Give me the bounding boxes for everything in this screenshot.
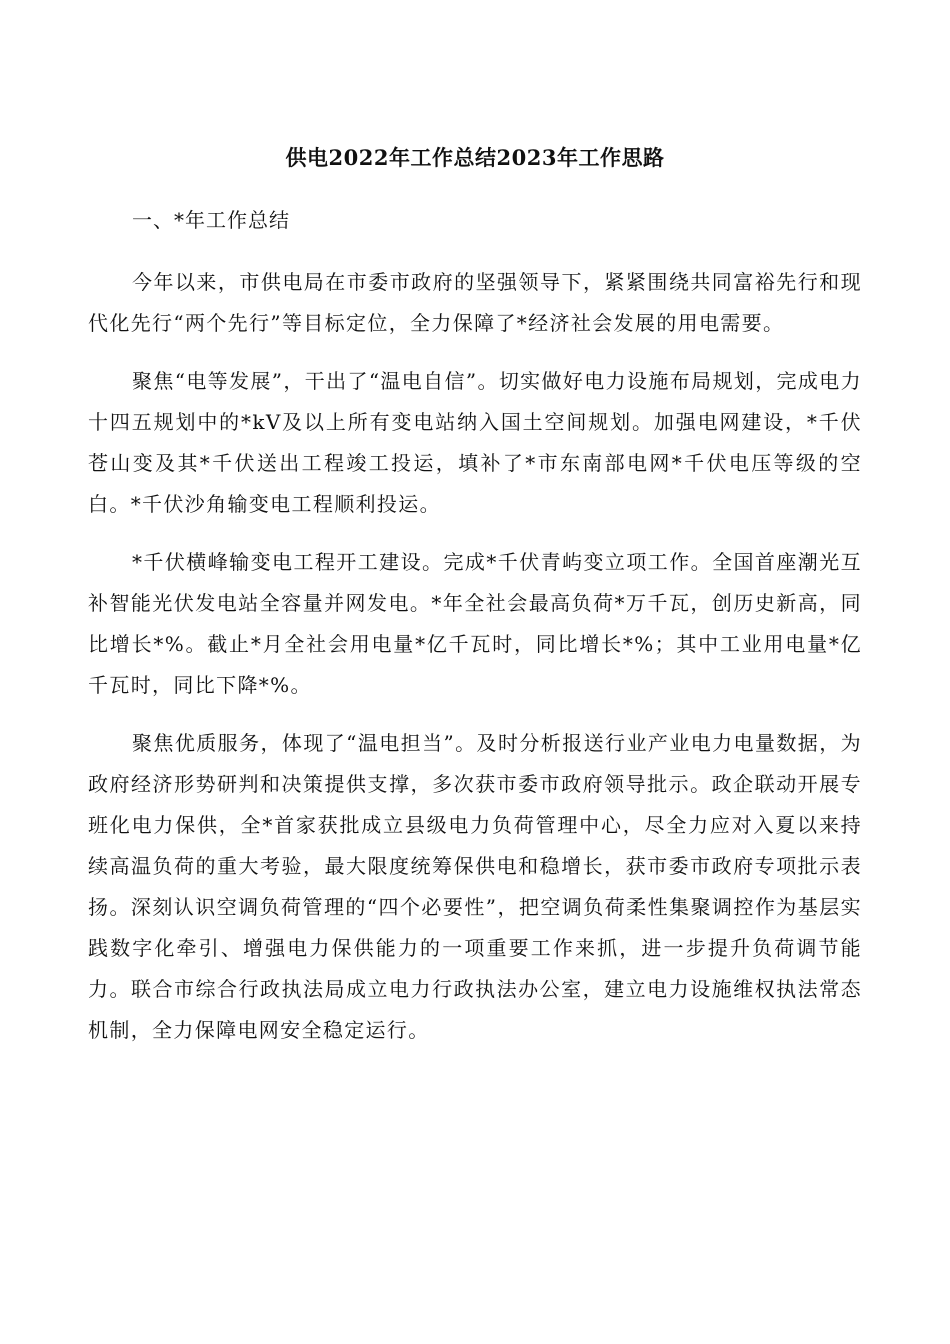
section-heading: 一、*年工作总结 (132, 208, 290, 232)
paragraph-3: *千伏横峰输变电工程开工建设。完成*千伏青屿变立项工作。全国首座潮光互补智能光伏发电站全容量并网发电。*年全社会最高负荷*万千瓦，创历史新高，同比增长*%。截止*月全社会用电量*亿千瓦时，同比增长*%；其中工业用电量*亿千瓦时，同比下降*%。 (88, 550, 862, 697)
document-title: 供电2022年工作总结2023年工作思路 (285, 145, 665, 170)
paragraph-4: 聚焦优质服务，体现了“温电担当”。及时分析报送行业产业电力电量数据，为政府经济形势研判和决策提供支撑，多次获市委市政府领导批示。政企联动开展专班化电力保供，全*首家获批成立县级电力负荷管理中心，尽全力应对入夏以来持续高温负荷的重大考验，最大限度统筹保供电和稳增长，获市委市政府专项批示表扬。深刻认识空调负荷管理的“四个必要性”，把空调负荷柔性集聚调控作为基层实践数字化牵引、增强电力保供能力的一项重要工作来抓，进一步提升负荷调节能力。联合市综合行政执法局成立电力行政执法办公室，建立电力设施维权执法常态机制，全力保障电网安全稳定运行。 (88, 731, 862, 1042)
paragraph-2: 聚焦“电等发展”，干出了“温电自信”。切实做好电力设施布局规划，完成电力十四五规划中的*kV及以上所有变电站纳入国土空间规划。加强电网建设，*千伏苍山变及其*千伏送出工程竣工投运，填补了*市东南部电网*千伏电压等级的空白。*千伏沙角输变电工程顺利投运。 (88, 369, 862, 516)
paragraph-1: 今年以来，市供电局在市委市政府的坚强领导下，紧紧围绕共同富裕先行和现代化先行“两个先行”等目标定位，全力保障了*经济社会发展的用电需要。 (88, 270, 862, 335)
document-body (88, 138, 862, 1068)
